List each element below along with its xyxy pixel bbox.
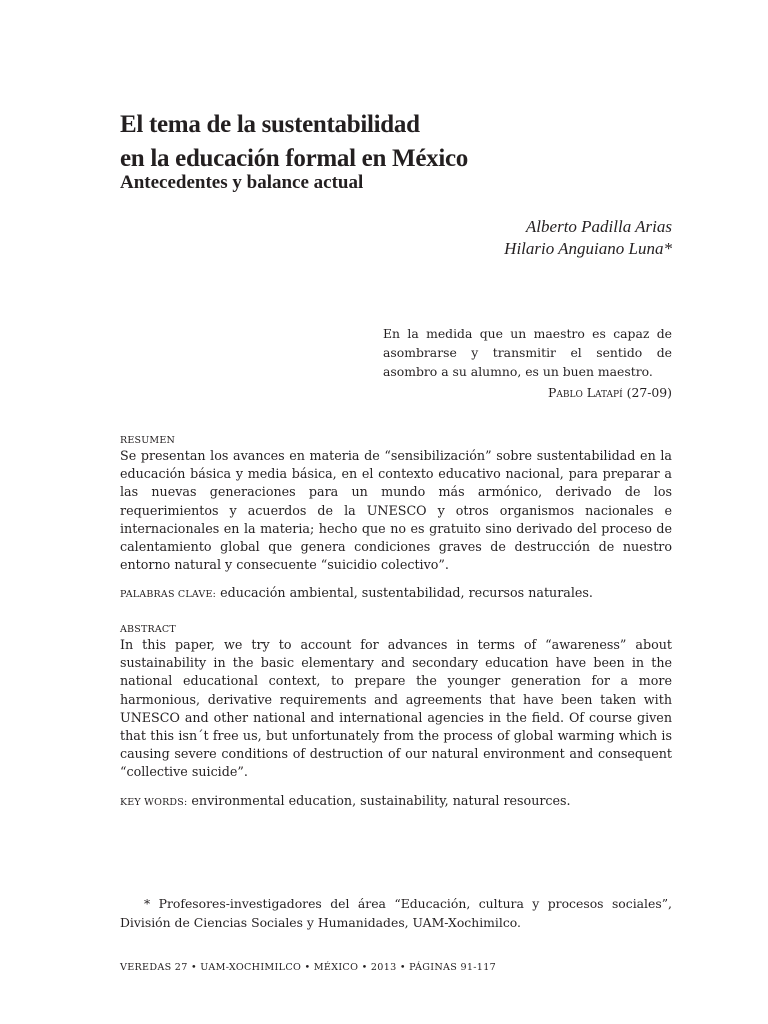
author-name: Hilario Anguiano Luna*	[504, 239, 672, 258]
author-name: Alberto Padilla Arias	[525, 217, 672, 236]
abstract-section	[120, 624, 672, 812]
resumen-keywords-text: educación ambiental, sustentabilidad, recursos naturales.	[220, 585, 593, 601]
author-list	[504, 216, 672, 260]
epigraph-source	[548, 383, 672, 402]
epigraph-ref: (27-09)	[626, 385, 672, 400]
epigraph-quote: En la medida que un maestro es capaz de asombrarse y transmitir el sentido de asombro a su alumno, es un buen maestro.	[383, 326, 672, 379]
abstract-keywords-text: environmental education, sustainability, natural resources.	[191, 792, 571, 808]
resumen-label: RESUMEN	[120, 435, 175, 446]
resumen-section	[120, 435, 672, 604]
author-affiliation-footnote: * Profesores-investigadores del área “Educación, cultura y procesos sociales”, División de Ciencias Sociales y Humanidades, UAM-Xochimilco.	[120, 896, 672, 930]
article-title	[120, 108, 468, 176]
article-title-line-2: en la educación formal en México	[120, 145, 468, 172]
epigraph-author: Pablo Latapí	[548, 385, 623, 400]
journal-footer: VEREDAS 27 • UAM-XOCHIMILCO • MÉXICO • 2013 • PÁGINAS 91-117	[120, 962, 497, 973]
abstract-keywords-label: KEY WORDS:	[120, 796, 188, 808]
abstract-label: ABSTRACT	[120, 624, 176, 635]
abstract-text: In this paper, we try to account for advances in terms of “awareness” about sustainability in the basic elementary and secondary education have been in the national educational context, to prepare the younger generation for a more harmonious, derivative requirements and agreements that have been taken with UNESCO and other national and international agencies in the field. Of course given that this isn´t free us, but unfortunately from the process of global warming which is causing severe conditions of destruction of our natural environment and consequent “collective suicide”.	[120, 637, 672, 780]
resumen-keywords	[120, 584, 672, 604]
article-subtitle: Antecedentes y balance actual	[120, 172, 364, 193]
article-title-line-1: El tema de la sustentabilidad	[120, 111, 420, 138]
resumen-text: Se presentan los avances en materia de “sensibilización” sobre sustentabilidad en la educación básica y media básica, en el contexto educativo nacional, para preparar a las nuevas generaciones para un mundo más armónico, derivado de los requerimientos y acuerdos de la UNESCO y otros organismos nacionales e internacionales en la materia; hecho que no es gratuito sino derivado del proceso de calentamiento global que genera condiciones graves de destrucción de nuestro entorno natural y consecuente “suicidio colectivo”.	[120, 448, 672, 573]
resumen-keywords-label: PALABRAS CLAVE:	[120, 589, 217, 601]
page	[120, 0, 672, 1024]
abstract-keywords	[120, 792, 672, 812]
